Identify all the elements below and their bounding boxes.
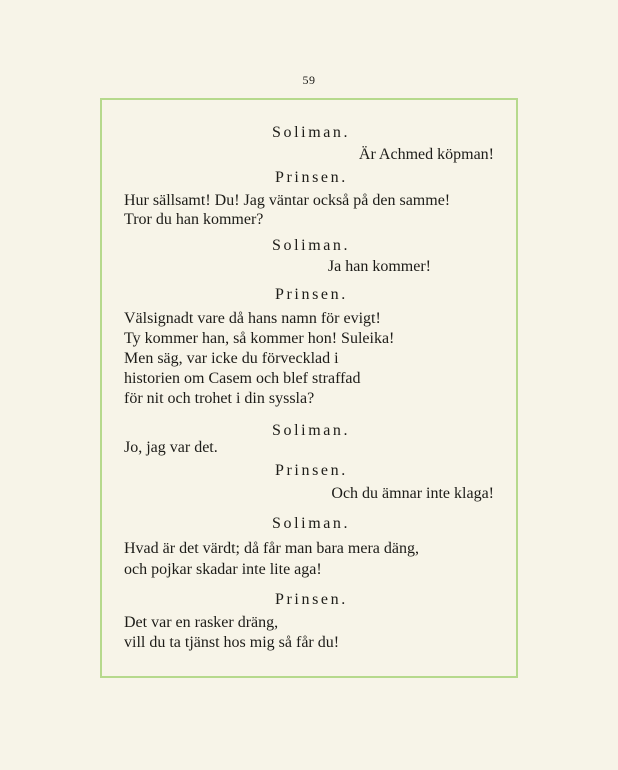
dialogue-line: för nit och trohet i din syssla? — [124, 390, 315, 407]
dialogue-line: Är Achmed köpman! — [358, 146, 494, 163]
speaker-soliman: Soliman. — [272, 237, 351, 254]
speaker-prinsen: Prinsen. — [275, 462, 348, 479]
dialogue-line: Hur sällsamt! Du! Jag väntar också på den samme! — [124, 192, 451, 209]
dialogue-line: historien om Casem och blef straffad — [124, 370, 361, 387]
dialogue-line: Det var en rasker dräng, — [124, 614, 279, 631]
dialogue-line: Och du ämnar inte klaga! — [331, 485, 494, 502]
page-number: 59 — [302, 73, 316, 87]
dialogue-line: Hvad är det värdt; då får man bara mera däng, — [124, 540, 419, 557]
dialogue-line: Ty kommer han, så kommer hon! Suleika! — [124, 330, 395, 347]
speaker-soliman: Soliman. — [272, 422, 351, 439]
dialogue-line: vill du ta tjänst hos mig så får du! — [124, 634, 340, 651]
speaker-soliman: Soliman. — [272, 515, 351, 532]
dialogue-line: Ja han kommer! — [327, 258, 431, 275]
dialogue-line: Jo, jag var det. — [124, 439, 218, 456]
dialogue-line: Tror du han kommer? — [124, 211, 264, 228]
speaker-soliman: Soliman. — [272, 124, 351, 141]
speaker-prinsen: Prinsen. — [275, 286, 348, 303]
dialogue-line: Men säg, var icke du förvecklad i — [124, 350, 339, 367]
speaker-prinsen: Prinsen. — [275, 591, 348, 608]
dialogue-line: och pojkar skadar inte lite aga! — [124, 561, 322, 578]
speaker-prinsen: Prinsen. — [275, 169, 348, 186]
dialogue-line: Välsignadt vare då hans namn för evigt! — [124, 310, 381, 327]
